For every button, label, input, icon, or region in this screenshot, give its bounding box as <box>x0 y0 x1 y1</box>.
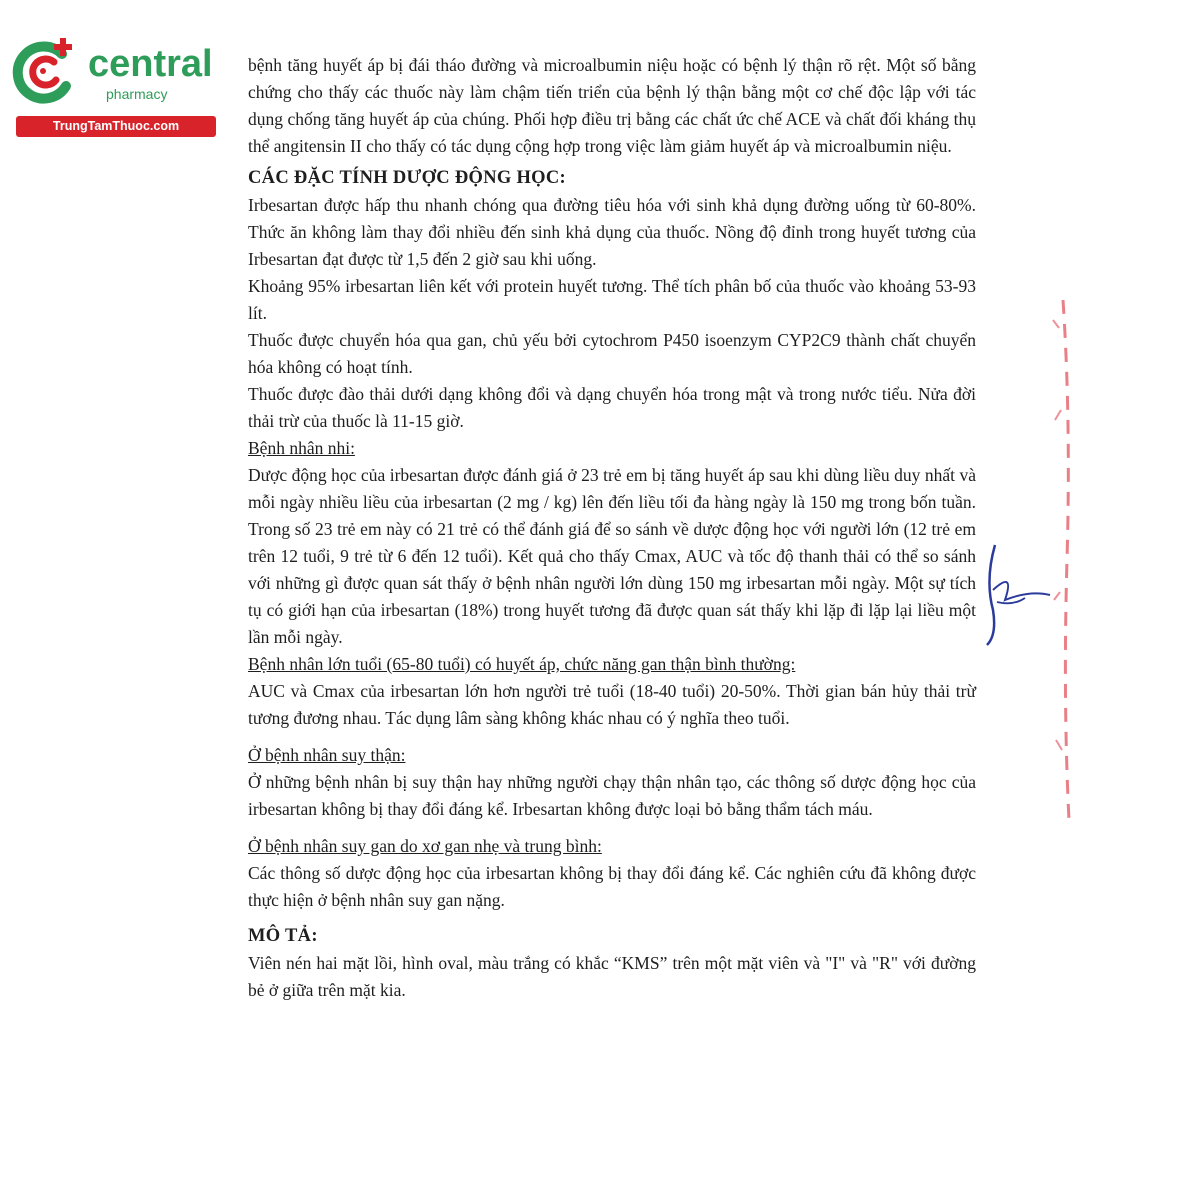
pharmacokinetics-heading: CÁC ĐẶC TÍNH DƯỢC ĐỘNG HỌC: <box>248 168 566 188</box>
renal-paragraph: Ở những bệnh nhân bị suy thận hay những người chạy thận nhân tạo, các thông số dược động học của irbesartan không bị thay đổi đáng kể. Irbesartan không được loại bỏ bằng thẩm tách máu. <box>248 772 976 819</box>
logo-name: central <box>88 43 213 85</box>
description-paragraph: Viên nén hai mặt lồi, hình oval, màu trắng có khắc “KMS” trên một mặt viên và "I" và "R" với đường bẻ ở giữa trên mặt kia. <box>248 953 976 1000</box>
pk-paragraph-distribution: Khoảng 95% irbesartan liên kết với protein huyết tương. Thể tích phân bố của thuốc vào khoảng 53-93 lít. <box>248 276 976 323</box>
logo-subtitle: pharmacy <box>106 86 168 102</box>
hepatic-paragraph: Các thông số dược động học của irbesartan không bị thay đổi đáng kể. Các nghiên cứu đã không được thực hiện ở bệnh nhân suy gan nặng. <box>248 863 976 910</box>
pediatric-paragraph: Dược động học của irbesartan được đánh giá ở 23 trẻ em bị tăng huyết áp sau khi dùng liều duy nhất và mỗi ngày nhiều liều của irbesartan (2 mg / kg) lên đến liều tối đa hàng ngày là 150 mg trong bốn tuần. Trong số 23 trẻ em này có 21 trẻ có thể đánh giá để so sánh về dược động học với người lớn (12 trẻ em trên 12 tuổi, 9 trẻ từ 6 đến 12 tuổi). Kết quả cho thấy Cmax, AUC và tốc độ thanh thải có thể so sánh với những gì được quan sát thấy ở bệnh nhân người lớn dùng 150 mg irbesartan mỗi ngày. Một sự tích tụ có giới hạn của irbesartan (18%) trong huyết tương đã được quan sát thấy khi lặp đi lặp lại liều một lần mỗi ngày. <box>248 465 976 647</box>
description-heading: MÔ TẢ: <box>248 926 318 946</box>
elderly-paragraph: AUC và Cmax của irbesartan lớn hơn người trẻ tuổi (18-40 tuổi) 20-50%. Thời gian bán hủy thải trừ tương đương nhau. Tác dụng lâm sàng không khác nhau có ý nghĩa theo tuổi. <box>248 681 976 728</box>
signature-icon <box>975 540 1055 650</box>
document-body <box>248 52 976 1004</box>
logo-url-banner[interactable]: TrungTamThuoc.com <box>16 116 216 137</box>
pk-paragraph-metabolism: Thuốc được chuyển hóa qua gan, chủ yếu bởi cytochrom P450 isoenzym CYP2C9 thành chất chuyển hóa không có hoạt tính. <box>248 330 976 377</box>
pk-paragraph-elimination: Thuốc được đào thải dưới dạng không đổi và dạng chuyển hóa trong mật và trong nước tiểu. Nửa đời thải trừ của thuốc là 11-15 giờ. <box>248 384 976 431</box>
pediatric-heading: Bệnh nhân nhi: <box>248 438 355 458</box>
renal-heading: Ở bệnh nhân suy thận: <box>248 745 406 765</box>
pharmacy-logo[interactable] <box>8 34 223 139</box>
elderly-heading: Bệnh nhân lớn tuổi (65-80 tuổi) có huyết áp, chức năng gan thận bình thường: <box>248 654 796 674</box>
logo-mark-icon <box>10 36 80 106</box>
intro-paragraph: bệnh tăng huyết áp bị đái tháo đường và microalbumin niệu hoặc có bệnh lý thận rõ rệt. Một số bằng chứng cho thấy các thuốc này làm chậm tiến triển của bệnh lý thận bằng một cơ chế độc lập với tác dụng chống tăng huyết áp của chúng. Phối hợp điều trị bằng các chất ức chế ACE và chất đối kháng thụ thể angitensin II cho thấy có tác dụng cộng hợp trong việc làm giảm huyết áp và microalbumin niệu. <box>248 55 976 156</box>
hepatic-heading: Ở bệnh nhân suy gan do xơ gan nhẹ và trung bình: <box>248 836 602 856</box>
pk-paragraph-absorption: Irbesartan được hấp thu nhanh chóng qua đường tiêu hóa với sinh khả dụng đường uống từ 60-80%. Thức ăn không làm thay đổi nhiều đến sinh khả dụng của thuốc. Nồng độ đỉnh trong huyết tương của Irbesartan đạt được từ 1,5 đến 2 giờ sau khi uống. <box>248 195 976 269</box>
